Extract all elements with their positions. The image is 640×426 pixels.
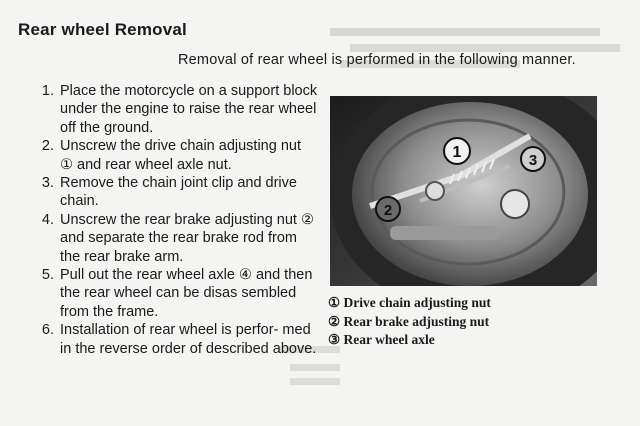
- photo-legend: [328, 294, 491, 350]
- callout-1: [444, 138, 470, 164]
- step-text: Place the motorcycle on a support block under the engine to raise the rear wheel off the ground.: [60, 83, 318, 136]
- callout-2: [376, 197, 400, 221]
- list-item: [18, 321, 318, 358]
- step-list: [18, 82, 318, 358]
- step-number: 1.: [41, 83, 54, 99]
- swing-arm: [390, 226, 500, 240]
- step-number: 2.: [41, 138, 54, 155]
- callout-label: 1: [452, 144, 462, 161]
- legend-item: ③ Rear wheel axle: [328, 332, 435, 347]
- step-number: 6.: [41, 322, 54, 339]
- step-text: Installation of rear wheel is perfor- med in the reverse order of described above.: [60, 322, 317, 357]
- step-text: Pull out the rear wheel axle ④ and then the rear wheel can be disas sembled from the frame.: [60, 267, 313, 320]
- list-item: [18, 211, 318, 266]
- list-item: [18, 174, 318, 211]
- brake-drum: [352, 102, 588, 286]
- page-subtitle: Removal of rear wheel is performed in the following manner.: [178, 52, 576, 68]
- list-item: [18, 266, 318, 321]
- list-item: [18, 82, 318, 137]
- page-title: Rear wheel Removal: [18, 20, 187, 39]
- callout-3: [521, 147, 545, 171]
- axle-end: [501, 190, 529, 218]
- step-text: Remove the chain joint clip and drive chain.: [60, 175, 297, 210]
- step-number: 5.: [41, 267, 54, 284]
- list-item: [18, 137, 318, 174]
- callout-label: 2: [383, 202, 393, 219]
- legend-item: ② Rear brake adjusting nut: [328, 313, 490, 329]
- rear-wheel-photo: [330, 96, 597, 286]
- step-text: Unscrew the drive chain adjusting nut ① and rear wheel axle nut.: [60, 138, 301, 173]
- step-text: Unscrew the rear brake adjusting nut ② and separate the rear brake rod from the rear brake arm.: [60, 211, 314, 265]
- adjusting-nut: [426, 182, 444, 200]
- callout-label: 3: [528, 152, 538, 169]
- legend-item: ① Drive chain adjusting nut: [328, 295, 491, 310]
- step-number: 4.: [41, 211, 54, 228]
- wheel-illustration: [330, 96, 597, 286]
- step-number: 3.: [41, 175, 54, 192]
